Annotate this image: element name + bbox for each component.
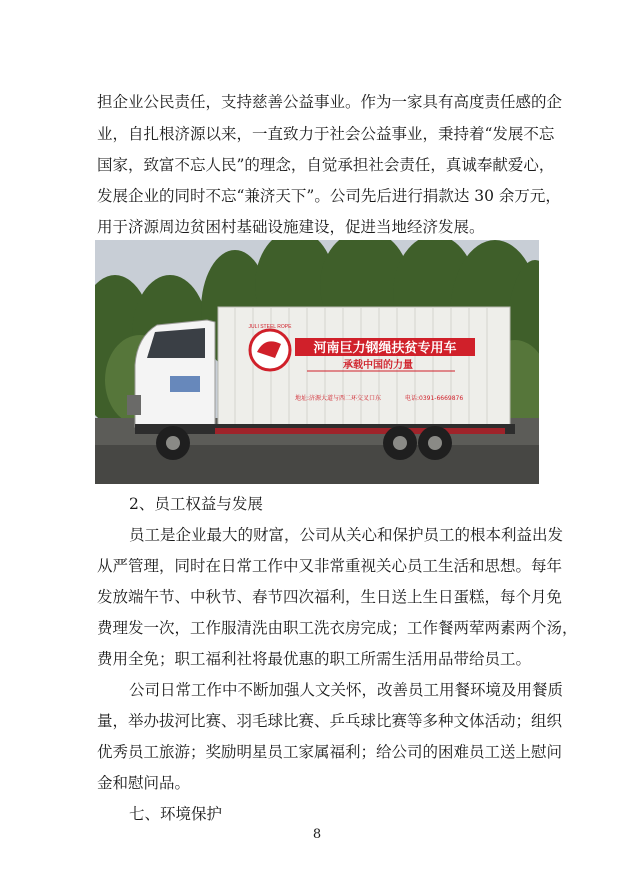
section-heading-environment: 七、环境保护 bbox=[129, 805, 223, 823]
truck-photo bbox=[95, 240, 539, 484]
text-line: 用于济源周边贫困村基础设施建设，促进当地经济发展。 bbox=[97, 218, 485, 236]
text-line: 国家，致富不忘人民”的理念，自觉承担社会责任，真诚奉献爱心， bbox=[97, 156, 555, 174]
truck-photo-illustration bbox=[95, 240, 539, 484]
text-line: 优秀员工旅游；奖励明星员工家属福利；给公司的困难员工送上慰问 bbox=[97, 743, 563, 761]
section-heading-employee-rights: 2、员工权益与发展 bbox=[129, 495, 263, 513]
truck-address: 地址:济源大道与西二环交叉口东 bbox=[295, 395, 382, 402]
text-line: 发放端午节、中秋节、春节四次福利，生日送上生日蛋糕，每个月免 bbox=[97, 588, 563, 606]
text-line: 担企业公民责任，支持慈善公益事业。作为一家具有高度责任感的企 bbox=[97, 93, 563, 111]
page-number: 8 bbox=[312, 827, 322, 842]
truck-phone: 电话:0391-6669876 bbox=[405, 395, 464, 402]
text-line: 员工是企业最大的财富，公司从关心和保护员工的根本利益出发 bbox=[129, 526, 564, 544]
text-line: 发展企业的同时不忘“兼济天下”。公司先后进行捐款达 30 余万元， bbox=[97, 187, 561, 205]
text-line: 金和慰问品。 bbox=[97, 774, 191, 792]
text-line: 量，举办拔河比赛、羽毛球比赛、乒乓球比赛等多种文体活动；组织 bbox=[97, 712, 563, 730]
text-line: 费理发一次，工作服清洗由职工洗衣房完成；工作餐两荤两素两个汤， bbox=[97, 619, 578, 637]
truck-slogan: 承载中国的力量 bbox=[343, 360, 413, 371]
truck-logo-text: JULI STEEL ROPE bbox=[248, 324, 292, 330]
text-line: 从严管理，同时在日常工作中又非常重视关心员工生活和思想。每年 bbox=[97, 557, 563, 575]
text-line: 费用全免；职工福利社将最优惠的职工所需生活用品带给员工。 bbox=[97, 650, 532, 668]
truck-title: 河南巨力钢绳扶贫专用车 bbox=[313, 341, 457, 356]
text-line: 公司日常工作中不断加强人文关怀，改善员工用餐环境及用餐质 bbox=[129, 681, 564, 699]
text-line: 业，自扎根济源以来，一直致力于社会公益事业，秉持着“发展不忘 bbox=[97, 125, 555, 143]
